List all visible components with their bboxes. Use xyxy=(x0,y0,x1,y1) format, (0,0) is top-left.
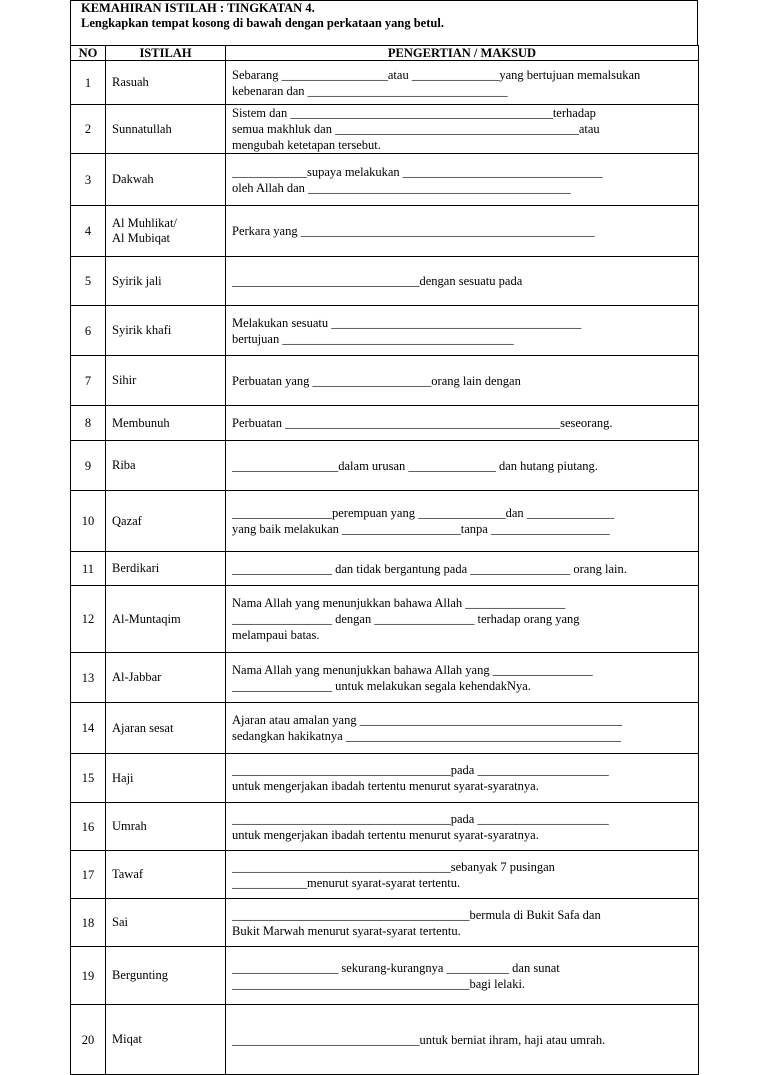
row-number: 11 xyxy=(71,552,106,586)
definition-line[interactable]: ___________________________________pada _____________________ xyxy=(232,763,609,777)
table-row xyxy=(71,803,699,851)
worksheet-title: KEMAHIRAN ISTILAH : TINGKATAN 4. xyxy=(81,1,315,15)
term-text: Sai xyxy=(112,915,128,929)
row-number: 4 xyxy=(71,206,106,257)
definition-line[interactable]: sedangkan hakikatnya ____________________________________________ xyxy=(232,729,621,743)
table-row xyxy=(71,947,699,1005)
definition-line[interactable]: _________________ sekurang-kurangnya __________ dan sunat xyxy=(232,960,560,975)
definition-cell xyxy=(226,586,699,653)
definition-line[interactable]: mengubah ketetapan tersebut. xyxy=(232,138,381,152)
definition-line[interactable]: ________________ untuk melakukan segala kehendakNya. xyxy=(232,678,531,693)
definition-line[interactable]: semua makhluk dan _______________________________________atau xyxy=(232,122,600,136)
row-number: 14 xyxy=(71,703,106,754)
row-number: 15 xyxy=(71,754,106,803)
definition-line[interactable]: Ajaran atau amalan yang __________________________________________ xyxy=(232,713,623,727)
definition-line[interactable]: ______________________________untuk berniat ihram, haji atau umrah. xyxy=(232,1032,606,1047)
definition-cell xyxy=(226,851,699,899)
term-text: Tawaf xyxy=(112,867,144,881)
term-cell xyxy=(106,552,226,586)
row-number: 9 xyxy=(71,441,106,491)
worksheet-instruction: Lengkapkan tempat kosong di bawah dengan perkataan yang betul. xyxy=(81,16,444,30)
definition-cell xyxy=(226,899,699,947)
table-row xyxy=(71,703,699,754)
term-cell xyxy=(106,754,226,803)
definition-line[interactable]: bertujuan _____________________________________ xyxy=(232,331,514,346)
definition-cell xyxy=(226,441,699,491)
table-row xyxy=(71,586,699,653)
table-row xyxy=(71,206,699,257)
term-text: Dakwah xyxy=(112,172,154,186)
table-header-row xyxy=(71,46,699,61)
table-row xyxy=(71,406,699,441)
definition-line[interactable]: untuk mengerjakan ibadah tertentu menurut syarat-syaratnya. xyxy=(232,779,539,793)
definition-line[interactable]: ____________supaya melakukan ________________________________ xyxy=(232,164,603,179)
definition-cell xyxy=(226,406,699,441)
definition-cell xyxy=(226,356,699,406)
table-row xyxy=(71,306,699,356)
definition-line[interactable]: melampaui batas. xyxy=(232,628,320,642)
table-row xyxy=(71,653,699,703)
definition-line[interactable]: Perbuatan ____________________________________________seseorang. xyxy=(232,416,613,430)
row-number: 6 xyxy=(71,306,106,356)
definition-line[interactable]: ________________perempuan yang ______________dan ______________ xyxy=(232,506,615,520)
term-text: Riba xyxy=(112,458,136,472)
table-row xyxy=(71,851,699,899)
table-row xyxy=(71,441,699,491)
table-row xyxy=(71,754,699,803)
definition-cell xyxy=(226,61,699,105)
table-row xyxy=(71,257,699,306)
definition-cell xyxy=(226,552,699,586)
definition-line[interactable]: Bukit Marwah menurut syarat-syarat tertentu. xyxy=(232,923,461,938)
column-header-term: ISTILAH xyxy=(106,46,226,61)
table-row xyxy=(71,491,699,552)
definition-line[interactable]: kebenaran dan ________________________________ xyxy=(232,83,508,98)
definition-line[interactable]: Sebarang _________________atau ______________yang bertujuan memalsukan xyxy=(232,67,641,82)
term-text: Berdikari xyxy=(112,561,160,575)
table-row xyxy=(71,61,699,105)
definition-line[interactable]: yang baik melakukan ___________________tanpa ___________________ xyxy=(232,522,610,536)
row-number: 16 xyxy=(71,803,106,851)
term-text: Membunuh xyxy=(112,415,170,430)
term-cell xyxy=(106,154,226,206)
definition-line[interactable]: oleh Allah dan __________________________________________ xyxy=(232,180,571,195)
table-row xyxy=(71,154,699,206)
row-number: 12 xyxy=(71,586,106,653)
term-text: Bergunting xyxy=(112,968,169,982)
column-header-definition: PENGERTIAN / MAKSUD xyxy=(226,46,699,61)
term-text: Sihir xyxy=(112,373,137,387)
term-text: Al-Muntaqim xyxy=(112,611,181,626)
table-row xyxy=(71,899,699,947)
worksheet-header xyxy=(70,0,698,45)
term-text: Umrah xyxy=(112,819,147,833)
definition-line[interactable]: Melakukan sesuatu ________________________________________ xyxy=(232,315,582,330)
term-cell xyxy=(106,851,226,899)
table-row xyxy=(71,1005,699,1075)
term-cell xyxy=(106,703,226,754)
row-number: 1 xyxy=(71,61,106,105)
term-text: Miqat xyxy=(112,1032,142,1046)
term-cell xyxy=(106,206,226,257)
term-text: Al Muhlikat/ xyxy=(112,216,177,230)
row-number: 10 xyxy=(71,491,106,552)
row-number: 13 xyxy=(71,653,106,703)
definition-line[interactable]: untuk mengerjakan ibadah tertentu menurut syarat-syaratnya. xyxy=(232,827,539,842)
definition-line[interactable]: ____________menurut syarat-syarat tertentu. xyxy=(232,875,461,890)
definition-line[interactable]: ________________ dan tidak bergantung pada ________________ orang lain. xyxy=(232,561,627,576)
term-cell xyxy=(106,586,226,653)
definition-line[interactable]: ______________________________dengan sesuatu pada xyxy=(232,274,523,288)
definition-line[interactable]: Perbuatan yang ___________________orang lain dengan xyxy=(232,373,521,388)
terms-table xyxy=(70,45,699,1075)
definition-cell xyxy=(226,1005,699,1075)
definition-line[interactable]: ______________________________________bermula di Bukit Safa dan xyxy=(232,907,601,922)
row-number: 2 xyxy=(71,105,106,154)
term-text: Al-Jabbar xyxy=(112,670,162,684)
row-number: 18 xyxy=(71,899,106,947)
row-number: 8 xyxy=(71,406,106,441)
definition-line[interactable]: Sistem dan __________________________________________terhadap xyxy=(232,106,596,120)
term-cell xyxy=(106,105,226,154)
worksheet xyxy=(70,0,698,1075)
term-cell xyxy=(106,803,226,851)
row-number: 3 xyxy=(71,154,106,206)
term-text: Ajaran sesat xyxy=(112,720,174,735)
term-cell xyxy=(106,257,226,306)
term-text: Haji xyxy=(112,770,134,785)
definition-cell xyxy=(226,105,699,154)
definition-cell xyxy=(226,491,699,552)
term-cell xyxy=(106,406,226,441)
table-row xyxy=(71,105,699,154)
term-text: Sunnatullah xyxy=(112,121,172,136)
term-cell xyxy=(106,653,226,703)
term-text: Rasuah xyxy=(112,75,149,89)
term-cell xyxy=(106,306,226,356)
row-number: 5 xyxy=(71,257,106,306)
definition-cell xyxy=(226,947,699,1005)
definition-cell xyxy=(226,803,699,851)
definition-cell xyxy=(226,703,699,754)
definition-line[interactable]: ______________________________________bagi lelaki. xyxy=(232,976,526,991)
row-number: 7 xyxy=(71,356,106,406)
term-text: Qazaf xyxy=(112,513,142,528)
definition-cell xyxy=(226,154,699,206)
definition-line[interactable]: ________________ dengan ________________ terhadap orang yang xyxy=(232,612,580,626)
term-text: Syirik khafi xyxy=(112,323,172,337)
definition-line[interactable]: ___________________________________pada _____________________ xyxy=(232,811,609,826)
row-number: 19 xyxy=(71,947,106,1005)
term-cell xyxy=(106,491,226,552)
table-body xyxy=(71,61,699,1075)
table-row xyxy=(71,356,699,406)
term-text: Al Mubiqat xyxy=(112,231,170,245)
term-cell xyxy=(106,899,226,947)
definition-cell xyxy=(226,653,699,703)
term-text: Syirik jali xyxy=(112,273,162,288)
definition-cell xyxy=(226,754,699,803)
term-cell xyxy=(106,1005,226,1075)
term-cell xyxy=(106,441,226,491)
row-number: 20 xyxy=(71,1005,106,1075)
table-row xyxy=(71,552,699,586)
definition-line[interactable]: Nama Allah yang menunjukkan bahawa Allah yang ________________ xyxy=(232,662,593,677)
definition-cell xyxy=(226,206,699,257)
row-number: 17 xyxy=(71,851,106,899)
term-cell xyxy=(106,356,226,406)
term-cell xyxy=(106,947,226,1005)
definition-line[interactable]: Nama Allah yang menunjukkan bahawa Allah ________________ xyxy=(232,596,566,610)
column-header-no: NO xyxy=(71,46,106,61)
definition-line[interactable]: _________________dalam urusan ______________ dan hutang piutang. xyxy=(232,458,598,473)
definition-line[interactable]: Perkara yang _______________________________________________ xyxy=(232,224,595,238)
definition-line[interactable]: ___________________________________sebanyak 7 pusingan xyxy=(232,859,555,874)
definition-cell xyxy=(226,257,699,306)
definition-cell xyxy=(226,306,699,356)
term-cell xyxy=(106,61,226,105)
